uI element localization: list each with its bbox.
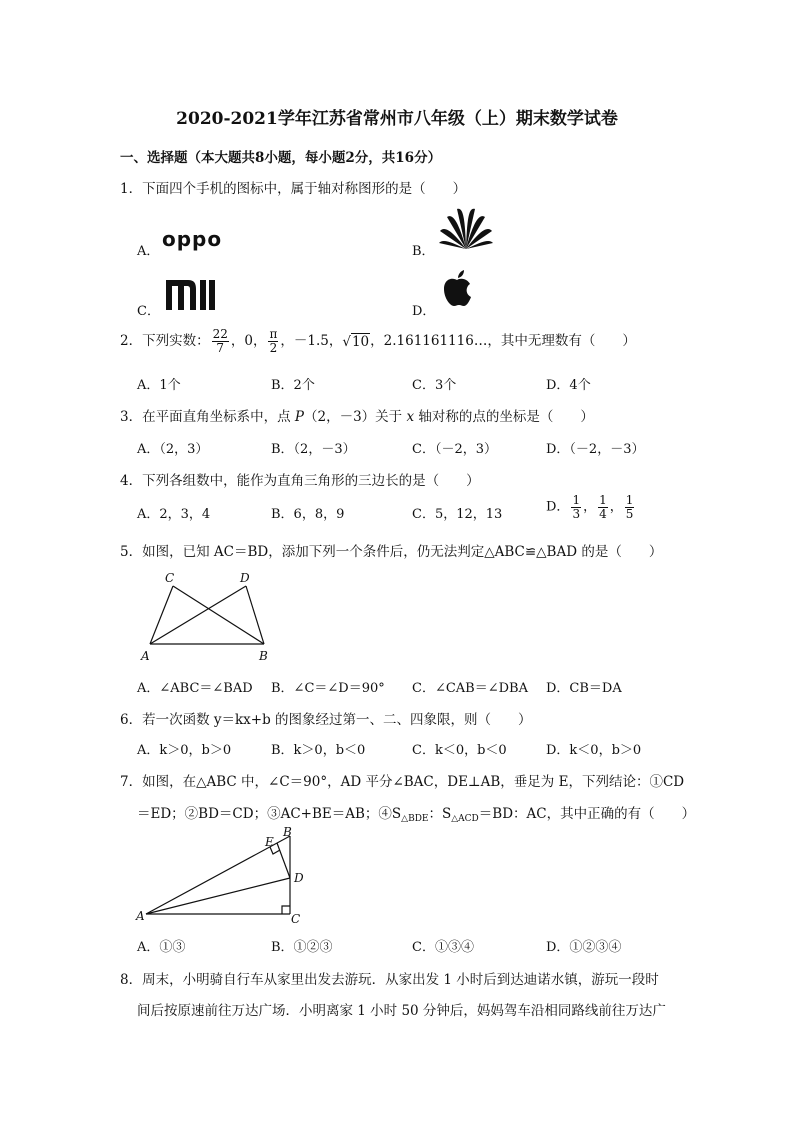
fraction-pi-over-2	[268, 328, 278, 354]
oppo-logo-text: oppo	[162, 229, 223, 251]
frac-den: 4	[599, 506, 607, 521]
question-7-line-2	[137, 802, 695, 824]
q7-option-c: C．①③④	[412, 940, 474, 955]
q4-option-d-label: D．	[546, 499, 570, 515]
q5-option-b: B．∠C＝∠D＝90°	[271, 681, 385, 696]
fraction-one-fourth	[598, 494, 608, 520]
q3-part-b: （2，－3）关于	[303, 409, 407, 425]
q5-option-a: A．∠ABC＝∠BAD	[137, 681, 253, 696]
label-a: A	[141, 649, 150, 663]
q7-option-d: D．①②③④	[546, 940, 622, 955]
question-1-stem: 1．下面四个手机的图标中，属于轴对称图形的是（ ）	[120, 181, 467, 197]
sqrt-10	[342, 329, 370, 355]
frac-num: 1	[625, 493, 634, 507]
q2-prefix: 2．下列实数：	[120, 333, 210, 349]
q6-option-a: A．k＞0，b＞0	[137, 743, 232, 758]
label-c: C	[165, 571, 175, 585]
q6-option-b: B．k＞0，b＜0	[271, 743, 366, 758]
frac-den: 3	[572, 506, 581, 521]
sqrt-radicand: 10	[351, 333, 370, 350]
q7-option-a: A．①③	[137, 940, 186, 955]
xiaomi-logo-icon	[164, 278, 216, 312]
segment-ad	[146, 878, 290, 914]
frac2-denominator: 2	[269, 341, 278, 355]
segment-ad	[150, 586, 246, 644]
q4-option-a: A．2，3，4	[137, 507, 211, 522]
section-heading: 一、选择题（本大题共8小题，每小题2分，共16分）	[120, 150, 442, 166]
q7-sub-acd: △ACD	[451, 814, 479, 824]
q7-figure	[134, 824, 310, 928]
frac2-numerator: π	[269, 327, 278, 342]
q2-option-d: D．4个	[546, 378, 591, 393]
q6-option-d: D．k＜0，b＞0	[546, 743, 642, 758]
q5-figure	[138, 568, 278, 666]
segment-bd	[246, 586, 264, 644]
label-b: B	[283, 825, 292, 839]
q3-option-d: D．（－2，－3）	[546, 442, 645, 457]
q4-option-c: C．5，12，13	[412, 507, 503, 522]
frac1-numerator: 22	[212, 327, 228, 342]
segment-bc	[173, 586, 264, 644]
segment-de	[277, 843, 290, 878]
q2-option-c: C．3个	[412, 378, 457, 393]
q1-option-b-label: B．	[412, 244, 435, 259]
q7-option-b: B．①②③	[271, 940, 333, 955]
frac-num: 1	[599, 493, 607, 507]
sqrt-sign-icon: √	[342, 333, 351, 350]
apple-logo-icon	[440, 268, 474, 308]
q2-sep2: ，－1.5，	[280, 333, 343, 349]
q3-point-p: P	[294, 409, 304, 425]
q7-line2-c: ＝BD：AC，其中正确的有（ ）	[478, 806, 696, 822]
q3-option-c: C．（－2，3）	[412, 442, 497, 457]
segment-ac	[150, 586, 173, 644]
frac-den: 5	[625, 506, 634, 521]
label-b: B	[259, 649, 268, 663]
q3-part-c: 轴对称的点的坐标是（ ）	[414, 409, 594, 425]
q1-option-d-label: D．	[412, 304, 436, 319]
question-5-stem: 5．如图，已知 AC＝BD，添加下列一个条件后，仍无法判定△ABC≌△BAD 的是（ ）	[120, 544, 663, 560]
q7-line2-a: ＝ED；②BD＝CD；③AC+BE＝AB；④S	[137, 806, 402, 822]
right-angle-c	[282, 906, 290, 914]
question-2-stem	[120, 328, 636, 355]
oppo-logo-icon	[160, 229, 248, 251]
q2-suffix: ，2.161161116…，其中无理数有（ ）	[370, 333, 636, 349]
question-6-stem: 6．若一次函数 y＝kx+b 的图象经过第一、二、四象限，则（ ）	[120, 712, 532, 728]
q2-sep1: ，0，	[230, 333, 267, 349]
label-e: E	[265, 835, 274, 849]
question-8-line-2: 间后按原速前往万达广场．小明离家 1 小时 50 分钟后，妈妈驾车沿相同路线前往万达广	[137, 1003, 666, 1019]
fraction-one-fifth	[625, 494, 635, 520]
question-7-line-1: 7．如图，在△ABC 中，∠C＝90°，AD 平分∠BAC，DE⊥AB，垂足为 E，下列结论：①CD	[120, 774, 685, 790]
q6-option-c: C．k＜0，b＜0	[412, 743, 507, 758]
q3-option-b: B．（2，－3）	[271, 442, 356, 457]
q1-option-a-label: A．	[137, 244, 160, 259]
q4-option-d: D． $\frac{1}{3}$ ， $\frac{1}{4}$ ， $\frac{1}{5}$	[546, 493, 634, 521]
q3-axis-x: x	[406, 409, 415, 425]
label-c: C	[291, 912, 301, 926]
q5-option-d: D．CB＝DA	[546, 681, 622, 696]
q3-part-a: 3．在平面直角坐标系中，点	[120, 409, 295, 425]
question-8-line-1: 8．周末，小明骑自行车从家里出发去游玩．从家出发 1 小时后到达迪诺水镇，游玩一段时	[120, 972, 659, 988]
q2-option-a: A．1个	[137, 378, 181, 393]
fraction-22-over-7	[212, 328, 229, 354]
page-title: 2020-2021学年江苏省常州市八年级（上）期末数学试卷	[176, 109, 618, 129]
question-4-stem: 4．下列各组数中，能作为直角三角形的三边长的是（ ）	[120, 473, 480, 489]
fraction-one-third	[571, 494, 581, 520]
q4-option-b: B．6，8，9	[271, 507, 345, 522]
frac-num: 1	[572, 493, 581, 507]
huawei-logo-icon	[438, 205, 494, 251]
label-d: D	[240, 571, 250, 585]
q7-sub-bde: △BDE	[401, 814, 429, 824]
q1-option-c-label: C．	[137, 304, 160, 319]
q7-line2-b: ：S	[428, 806, 452, 822]
label-d: D	[294, 871, 304, 885]
q3-option-a: A．（2，3）	[137, 442, 209, 457]
frac1-denominator: 7	[216, 341, 225, 355]
label-a: A	[136, 909, 145, 923]
question-3-stem	[120, 405, 594, 425]
q2-option-b: B．2个	[271, 378, 315, 393]
q5-option-c: C．∠CAB＝∠DBA	[412, 681, 528, 696]
